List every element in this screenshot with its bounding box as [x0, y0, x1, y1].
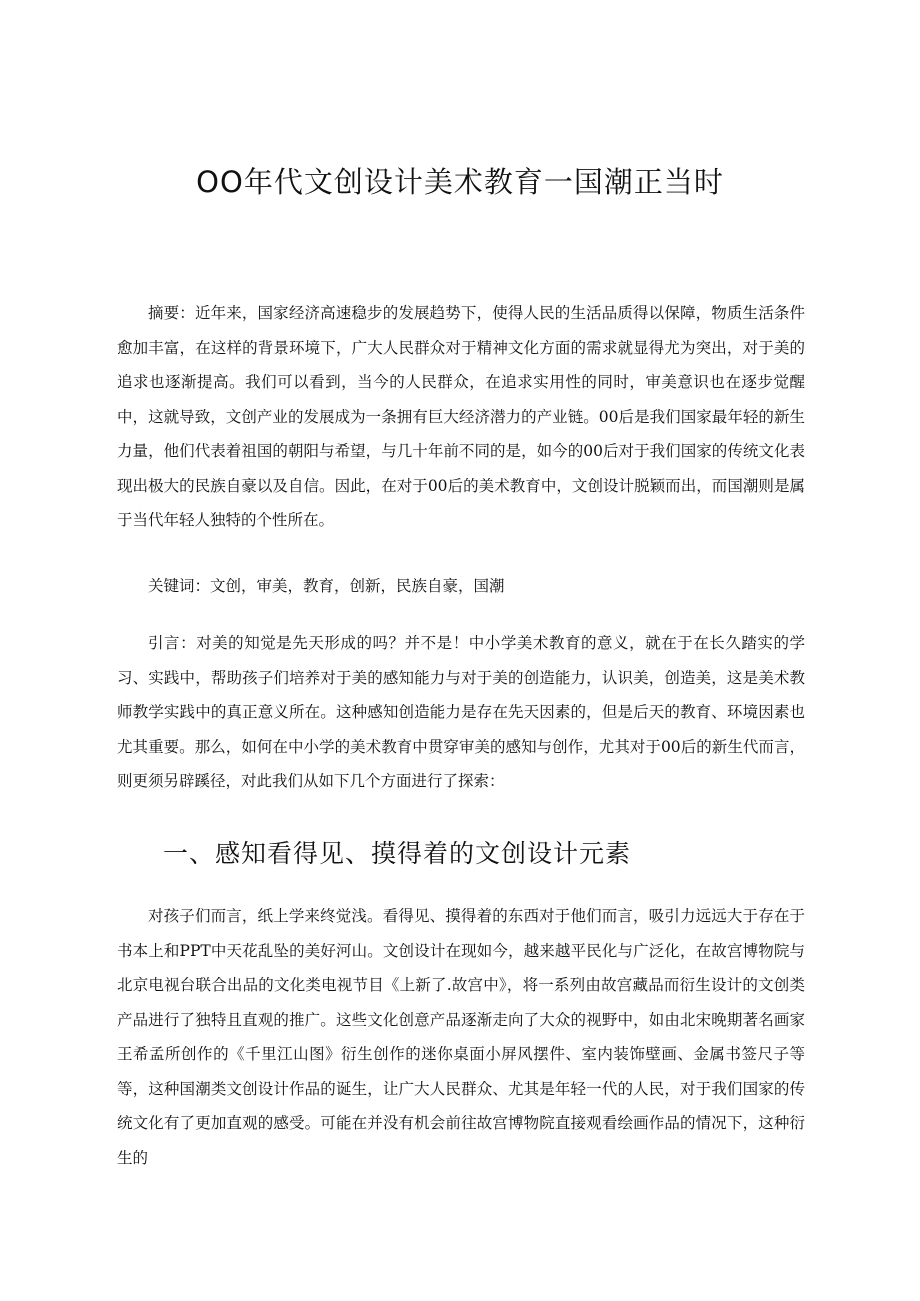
introduction-paragraph: 引言：对美的知觉是先天形成的吗？并不是！中小学美术教育的意义，就在于在长久踏实的学习、实践中，帮助孩子们培养对于美的感知能力与对于美的创造能力，认识美，创造美，这是美术教师教学实践中的真正意义所在。这种感知创造能力是存在先天因素的，但是后天的教育、环境因素也尤其重要。那么，如何在中小学的美术教育中贯穿审美的感知与创作，尤其对于00后的新生代而言，则更须另辟蹊径，对此我们从如下几个方面进行了探索：	[117, 634, 805, 790]
keywords-paragraph: 关键词：文创，审美，教育，创新，民族自豪，国潮	[148, 577, 505, 595]
abstract-paragraph: 摘要：近年来，国家经济高速稳步的发展趋势下，使得人民的生活品质得以保障，物质生活条件愈加丰富，在这样的背景环境下，广大人民群众对于精神文化方面的需求就显得尤为突出，对于美的追求也逐渐提高。我们可以看到，当今的人民群众，在追求实用性的同时，审美意识也在逐步觉醒中，这就导致，文创产业的发展成为一条拥有巨大经济潜力的产业链。00后是我们国家最年轻的新生力量，他们代表着祖国的朝阳与希望，与几十年前不同的是，如今的00后对于我们国家的传统文化表现出极大的民族自豪以及自信。因此，在对于00后的美术教育中，文创设计脱颖而出，而国潮则是属于当代年轻人独特的个性所在。	[117, 304, 805, 529]
document-title: OO年代文创设计美术教育一国潮正当时	[196, 165, 724, 199]
section-1-heading: 一、感知看得见、摸得着的文创设计元素	[163, 839, 632, 868]
section-1-body: 对孩子们而言，纸上学来终觉浅。看得见、摸得着的东西对于他们而言，吸引力远远大于存在于书本上和PPT中天花乱坠的美好河山。文创设计在现如今，越来越平民化与广泛化，在故宫博物院与北京电视台联合出品的文化类电视节目《上新了.故宫中》，将一系列由故宫藏品而衍生设计的文创类产品进行了独特且直观的推广。这些文化创意产品逐渐走向了大众的视野中，如由北宋晚期著名画家王希孟所创作的《千里江山图》衍生创作的迷你桌面小屏风摆件、室内装饰壁画、金属书签尺子等等，这种国潮类文创设计作品的诞生，让广大人民群众、尤其是年轻一代的人民，对于我们国家的传统文化有了更加直观的感受。可能在并没有机会前往故宫博物院直接观看绘画作品的情况下，这种衍生的	[117, 907, 805, 1167]
